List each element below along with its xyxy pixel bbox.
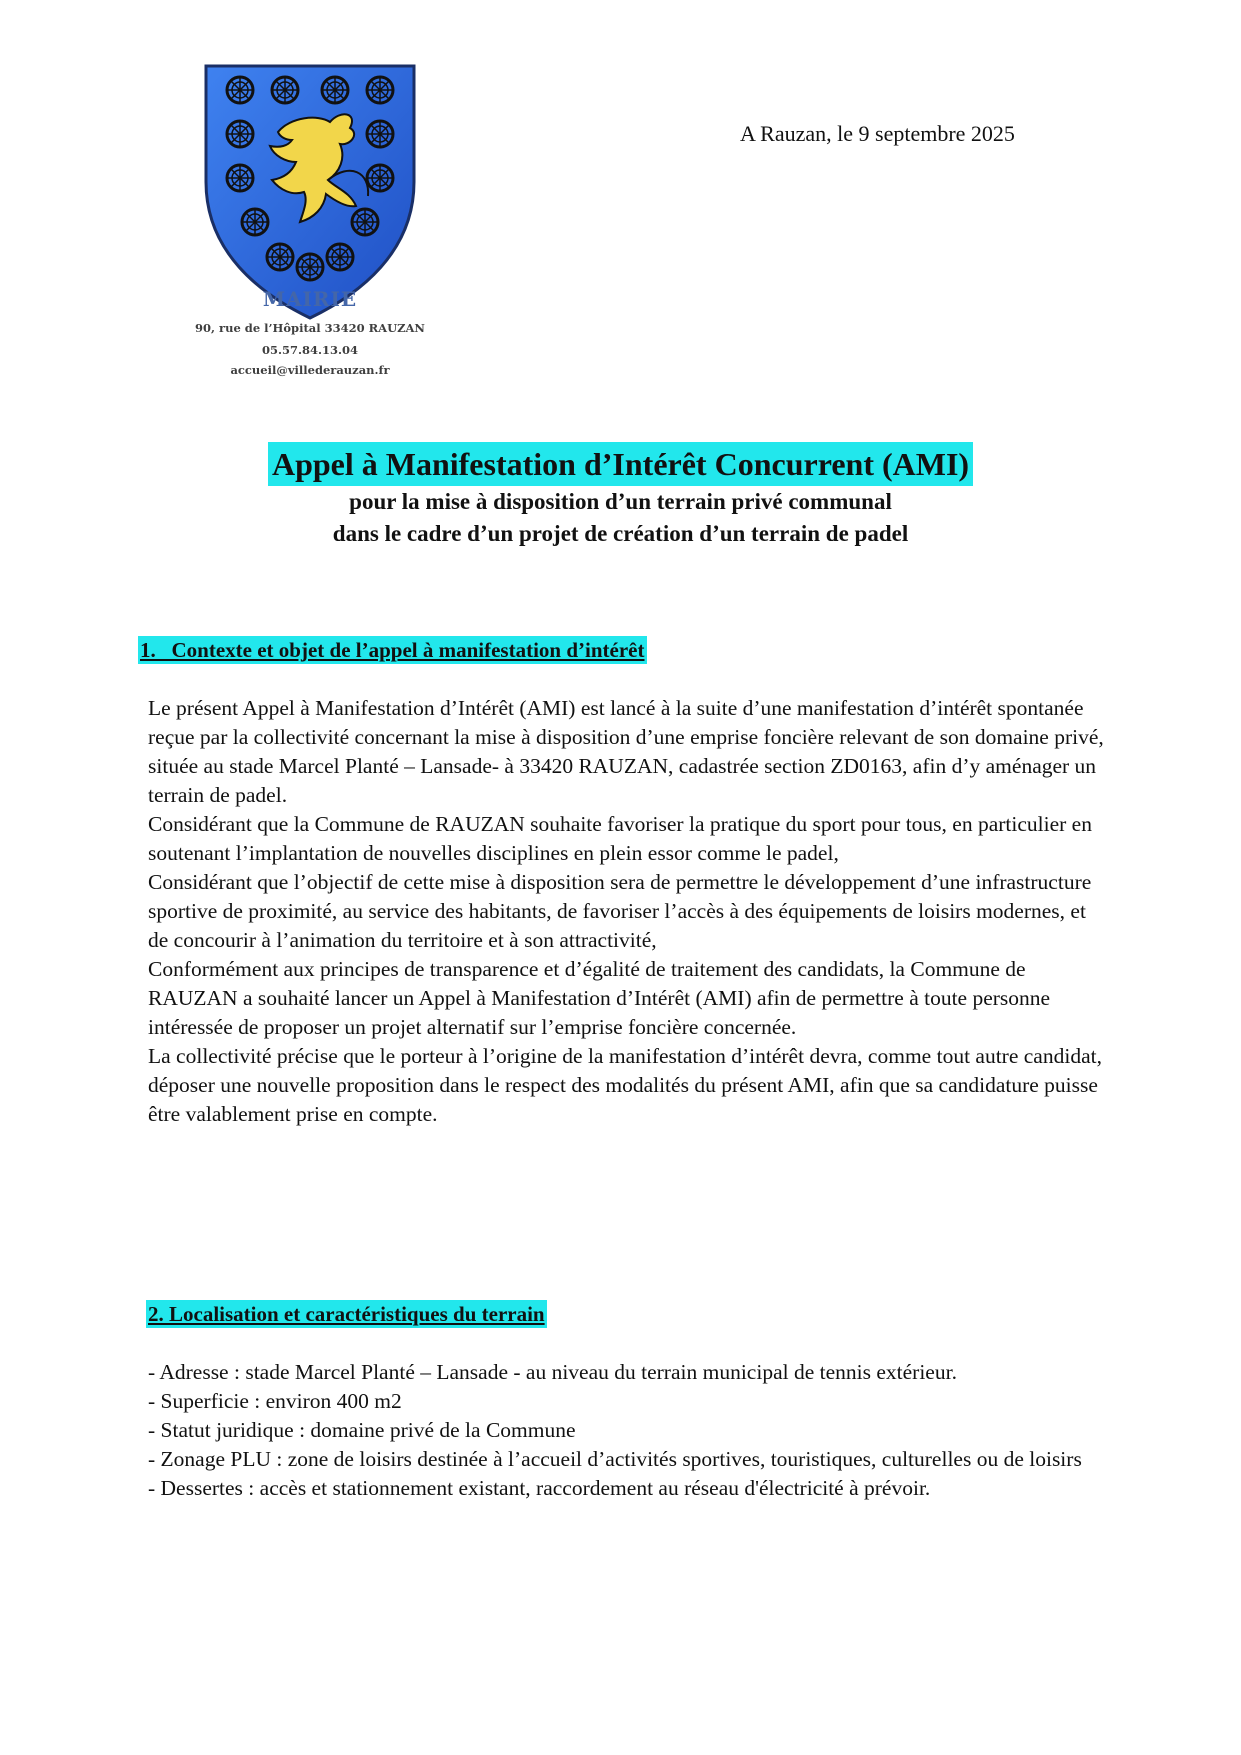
title-block (0, 442, 1241, 550)
mairie-label: MAIRIE (262, 287, 358, 311)
list-item: - Zonage PLU : zone de loisirs destinée à l’accueil d’activités sportives, touristiques, culturelles ou de loisirs (148, 1447, 1082, 1471)
subtitle-2: dans le cadre d’un projet de création d’un terrain de padel (332, 521, 909, 546)
section-2-body (148, 1358, 1108, 1503)
section-1-body (148, 694, 1108, 1129)
mairie-phone: 05.57.84.13.04 (261, 343, 359, 357)
list-item: - Adresse : stade Marcel Planté – Lansade - au niveau du terrain municipal de tennis extérieur. (148, 1360, 957, 1384)
coat-of-arms-icon (200, 62, 420, 322)
paragraph: Conformément aux principes de transparence et d’égalité de traitement des candidats, la Commune de RAUZAN a souhaité lancer un Appel à Manifestation d’Intérêt (AMI) afin de permettre à toute personne intéressée de proposer un projet alternatif sur l’emprise foncière concernée. (148, 957, 1051, 1039)
mairie-email: accueil@villederauzan.fr (230, 363, 390, 377)
list-item: - Statut juridique : domaine privé de la Commune (148, 1418, 576, 1442)
letterhead (180, 62, 440, 392)
list-item: - Superficie : environ 400 m2 (148, 1389, 402, 1413)
mairie-address: 90, rue de l’Hôpital 33420 RAUZAN (195, 321, 425, 335)
subtitle-1: pour la mise à disposition d’un terrain privé communal (349, 489, 892, 514)
section-1-heading: 1. Contexte et objet de l’appel à manifestation d’intérêt (140, 638, 645, 662)
paragraph: Le présent Appel à Manifestation d’Intérêt (AMI) est lancé à la suite d’une manifestation d’intérêt spontanée reçue par la collectivité concernant la mise à disposition d’une emprise foncière relevant de son domaine privé, située au stade Marcel Planté – Lansade- à 33420 RAUZAN, cadastrée section ZD0163, afin d’y aménager un terrain de padel. (148, 696, 1104, 807)
paragraph: Considérant que la Commune de RAUZAN souhaite favoriser la pratique du sport pour tous, en particulier en soutenant l’implantation de nouvelles disciplines en plein essor comme le padel, (148, 812, 1092, 865)
paragraph: Considérant que l’objectif de cette mise à disposition sera de permettre le développement d’une infrastructure sportive de proximité, au service des habitants, de favoriser l’accès à des équipements de loisirs modernes, et de concourir à l’animation du territoire et à son attractivité, (148, 870, 1092, 952)
section-2-heading: 2. Localisation et caractéristiques du terrain (148, 1302, 545, 1326)
list-item: - Dessertes : accès et stationnement existant, raccordement au réseau d'électricité à prévoir. (148, 1476, 931, 1500)
document-title: Appel à Manifestation d’Intérêt Concurrent (AMI) (268, 442, 973, 486)
date-line: A Rauzan, le 9 septembre 2025 (740, 121, 1015, 146)
paragraph: La collectivité précise que le porteur à l’origine de la manifestation d’intérêt devra, comme tout autre candidat, déposer une nouvelle proposition dans le respect des modalités du présent AMI, afin que sa candidature puisse être valablement prise en compte. (148, 1044, 1102, 1126)
